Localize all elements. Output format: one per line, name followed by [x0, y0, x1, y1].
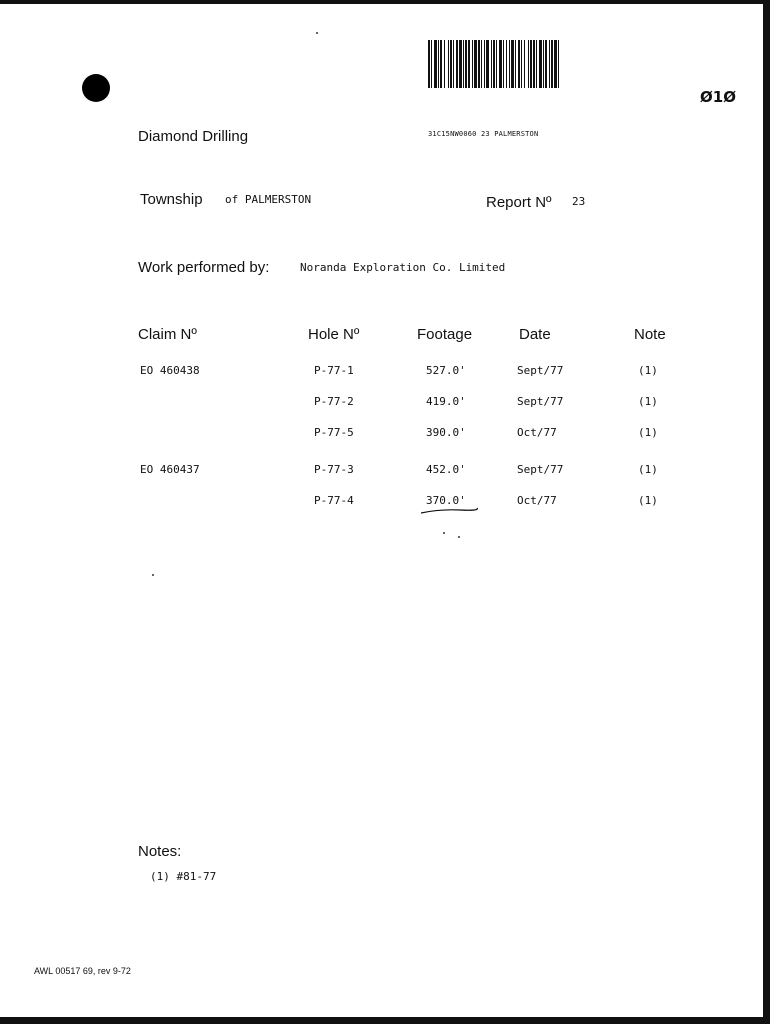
column-header-claim: Claim Nº [138, 326, 197, 343]
table-cell-date: Sept/77 [517, 395, 564, 408]
punch-hole-mark [82, 74, 110, 102]
table-cell-hole: P-77-3 [314, 463, 354, 476]
barcode-bar [506, 40, 507, 88]
notes-item: (1) #81-77 [150, 870, 217, 883]
table-cell-footage: 527.0' [426, 364, 466, 377]
barcode-bar [533, 40, 535, 88]
barcode-bar [539, 40, 542, 88]
barcode-bar [438, 40, 439, 88]
scan-speck [458, 536, 460, 538]
township-label: Township [140, 191, 203, 208]
barcode-bar [515, 40, 516, 88]
table-cell-footage: 390.0' [426, 426, 466, 439]
scan-speck [152, 574, 154, 576]
table-cell-note: (1) [638, 364, 658, 377]
barcode-bar [543, 40, 544, 88]
barcode-bar [536, 40, 537, 88]
barcode-bar [428, 40, 430, 88]
table-cell-claim: EO 460438 [140, 364, 200, 377]
table-cell-claim: EO 460437 [140, 463, 200, 476]
barcode-bar [434, 40, 437, 88]
table-cell-hole: P-77-4 [314, 494, 354, 507]
barcode-bar [545, 40, 547, 88]
barcode-bar [478, 40, 480, 88]
barcode-bar [448, 40, 449, 88]
table-cell-hole: P-77-5 [314, 426, 354, 439]
barcode-bar [472, 40, 473, 88]
table-cell-note: (1) [638, 395, 658, 408]
barcode [428, 40, 644, 138]
scan-border-top [0, 0, 770, 4]
report-number: 23 [572, 195, 586, 208]
barcode-bar [524, 40, 525, 88]
barcode-bar [511, 40, 514, 88]
barcode-bar [509, 40, 510, 88]
barcode-bar [486, 40, 489, 88]
barcode-bar [465, 40, 467, 88]
column-header-date: Date [519, 326, 551, 343]
table-cell-note: (1) [638, 463, 658, 476]
table-cell-date: Sept/77 [517, 463, 564, 476]
scan-border-right [763, 0, 770, 1024]
column-header-note: Note [634, 326, 666, 343]
work-performed-value: Noranda Exploration Co. Limited [300, 261, 506, 274]
document-title: Diamond Drilling [138, 128, 249, 145]
barcode-bar [499, 40, 502, 88]
table-cell-note: (1) [638, 426, 658, 439]
table-cell-date: Sept/77 [517, 364, 564, 377]
barcode-bar [456, 40, 458, 88]
barcode-bar [530, 40, 532, 88]
township-value: of PALMERSTON [225, 193, 312, 206]
barcode-bar [521, 40, 522, 88]
report-label: Report Nº [486, 194, 552, 211]
barcode-bar [528, 40, 529, 88]
form-code: AWL 00517 69, rev 9-72 [34, 966, 131, 976]
barcode-bar [468, 40, 470, 88]
table-cell-footage: 419.0' [426, 395, 466, 408]
barcode-bar [453, 40, 454, 88]
barcode-bar [554, 40, 557, 88]
column-header-footage: Footage [417, 326, 473, 343]
column-header-hole: Hole Nº [308, 326, 360, 343]
table-cell-footage: 452.0' [426, 463, 466, 476]
scan-border-bottom [0, 1017, 770, 1024]
barcode-bar [549, 40, 550, 88]
barcode-bar [496, 40, 497, 88]
barcode-bar [450, 40, 452, 88]
barcode-bar [558, 40, 559, 88]
page-number: Ø1Ø [700, 88, 736, 106]
scan-speck [316, 32, 318, 34]
scan-speck [443, 532, 445, 534]
barcode-bar [459, 40, 462, 88]
table-cell-footage: 370.0' [426, 494, 466, 507]
work-performed-label: Work performed by: [138, 259, 270, 276]
barcode-bar [444, 40, 445, 88]
barcode-bar [474, 40, 477, 88]
barcode-bar [491, 40, 492, 88]
barcode-bar [551, 40, 553, 88]
barcode-bars [428, 40, 644, 88]
barcode-bar [493, 40, 495, 88]
barcode-text: 31C15NW0060 23 PALMERSTON [428, 130, 539, 138]
table-cell-hole: P-77-1 [314, 364, 354, 377]
handwritten-underline [420, 507, 478, 515]
barcode-bar [440, 40, 442, 88]
barcode-bar [518, 40, 520, 88]
barcode-bar [481, 40, 482, 88]
table-cell-hole: P-77-2 [314, 395, 354, 408]
table-cell-note: (1) [638, 494, 658, 507]
table-cell-date: Oct/77 [517, 426, 557, 439]
barcode-bar [503, 40, 504, 88]
barcode-bar [484, 40, 485, 88]
notes-label: Notes: [138, 843, 182, 860]
barcode-bar [431, 40, 432, 88]
barcode-bar [463, 40, 464, 88]
table-cell-date: Oct/77 [517, 494, 557, 507]
